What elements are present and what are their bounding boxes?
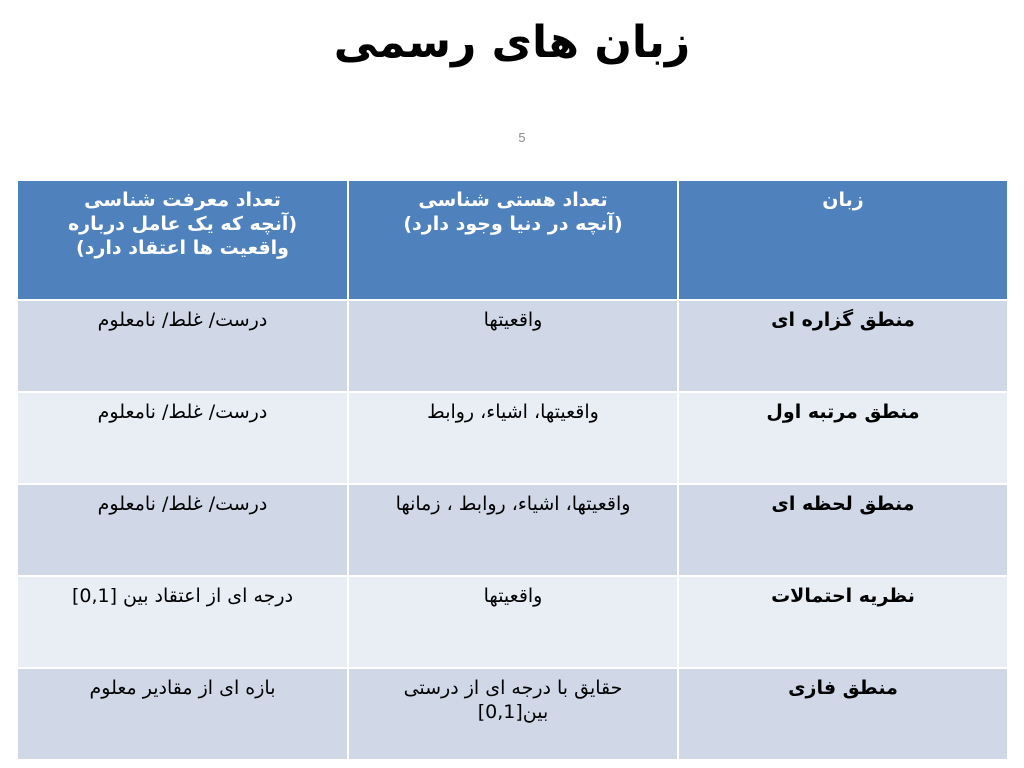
header-epistemology-note-2: واقعیت ها اعتقاد دارد) [76,236,289,259]
cell-ontology [348,668,678,760]
slide-title: زبان های رسمی [333,17,691,68]
formal-languages-table [16,179,1009,761]
cell-ontology-line-1: حقایق با درجه ای از درستی [403,677,623,699]
cell-language: نظریه احتمالات [678,576,1008,668]
header-epistemology-title: تعداد معرفت شناسی [84,189,281,211]
cell-ontology-line-2: بین[0,1] [477,700,549,723]
table-row [17,300,1008,392]
cell-ontology: واقعیتها، اشیاء، روابط [348,392,678,484]
cell-language: منطق مرتبه اول [678,392,1008,484]
header-language-label: زبان [822,189,864,211]
cell-ontology: واقعیتها [348,576,678,668]
header-ontology-note: (آنچه در دنیا وجود دارد) [403,212,623,235]
header-ontology-title: تعداد هستی شناسی [418,189,608,211]
cell-epistemology: درجه ای از اعتقاد بین [0,1] [17,576,348,668]
header-epistemology-note-1: (آنچه که یک عامل درباره [67,212,298,235]
cell-epistemology: درست/ غلط/ نامعلوم [17,484,348,576]
cell-language: منطق فازی [678,668,1008,760]
table-row [17,484,1008,576]
table-row [17,576,1008,668]
cell-ontology: واقعیتها [348,300,678,392]
cell-epistemology: بازه ای از مقادیر معلوم [17,668,348,760]
header-ontology [348,180,678,300]
cell-ontology: واقعیتها، اشیاء، روابط ، زمانها [348,484,678,576]
header-language [678,180,1008,300]
table-header-row [17,180,1008,300]
cell-epistemology: درست/ غلط/ نامعلوم [17,300,348,392]
page-number: 5 [518,130,526,145]
header-epistemology [17,180,348,300]
cell-epistemology: درست/ غلط/ نامعلوم [17,392,348,484]
table-row [17,392,1008,484]
table-row [17,668,1008,760]
cell-language: منطق گزاره ای [678,300,1008,392]
cell-language: منطق لحظه ای [678,484,1008,576]
